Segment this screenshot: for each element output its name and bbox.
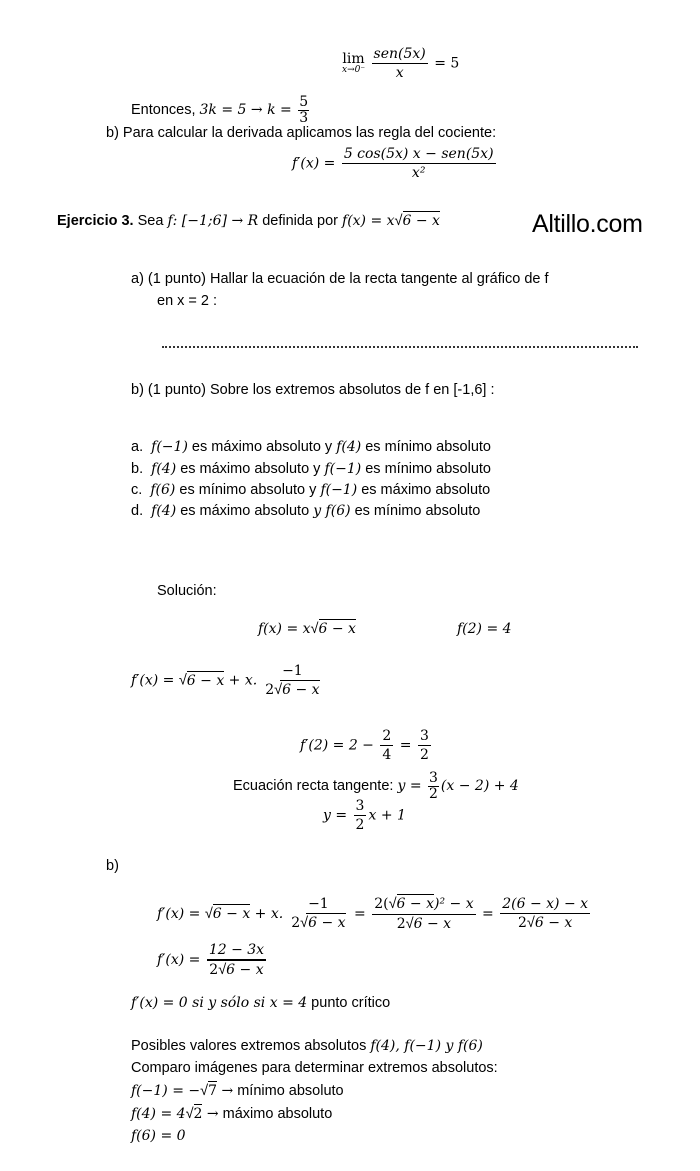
part-a-line2: en x = 2 : [157,293,218,309]
derivative-quotient: f′(x) = $\frac{\text{5 cos(5x) x − sen(5x)}}{\text{x²}}$ [292,146,494,182]
result-f4: f(4) = 4√2 → máximo absoluto [131,1106,333,1122]
option-a: a. f(−1) es máximo absoluto y f(4) es mínimo absoluto [131,439,491,455]
part-b-label: b) [106,858,119,874]
tangent-line-simplified: y = $\frac{3}{2}$ x + 1 [323,798,406,834]
option-d: d. f(4) es máximo absoluto y f(6) es mínimo absoluto [131,503,481,519]
k-fraction: $\frac{5}{3}$ [299,94,309,126]
fx-definition: f(x) = x√6 − x [258,621,356,637]
critical-point-line: f′(x) = 0 si y sólo si x = 4 punto crítico [131,995,391,1011]
fprime-full-derivation: f′(x) = √6 − x + x. $\frac{-1}{2√6 - x}$ = $\frac{\text{2(√6 − x)² − x}}{2√6 - x}$ = $\frac{2(6 - x) - x}{2√6 - x}$ [157,896,589,932]
lim-operator: lim x→0⁻ [342,51,366,76]
option-c: c. f(6) es mínimo absoluto y f(−1) es máximo absoluto [131,482,491,498]
option-b: b. f(4) es máximo absoluto y f(−1) es mínimo absoluto [131,461,491,477]
possible-extremes-line: Posibles valores extremos absolutos f(4), f(−1) y f(6) [131,1038,483,1054]
solution-label: Solución: [157,583,217,599]
compare-images-line: Comparo imágenes para determinar extremos absolutos: [131,1060,498,1076]
site-logo: Altillo.com [532,210,643,238]
quotient-rule-text: b) Para calcular la derivada aplicamos las regla del cociente: [106,125,497,141]
part-a-line1: a) (1 punto) Hallar la ecuación de la recta tangente al gráfico de f [131,271,549,287]
limit-expression: lim x→0⁻ $\frac{\text{sen(5x)}}{x}$ = 5 [342,46,460,82]
f2-value: f(2) = 4 [457,621,512,637]
result-f6: f(6) = 0 [131,1128,186,1144]
exercise-3-statement: Ejercicio 3. Sea f: [−1;6] → R definida por f(x) = x√6 − x [57,213,440,229]
lim-fraction: $\frac{\text{sen(5x)}}{x}$ [373,46,426,82]
result-f-minus1: f(−1) = −√7 → mínimo absoluto [131,1083,344,1099]
answer-dotted-line [162,342,638,348]
entonces-line: Entonces, 3k = 5 → k = $\frac{5}{3}$ [131,94,309,126]
fprime2-value: f′(2) = 2 − $\frac{2}{4}$ = $\frac{3}{2}$ [300,728,429,764]
part-b-line: b) (1 punto) Sobre los extremos absolutos de f en [-1,6] : [131,382,495,398]
exercise-label: Ejercicio 3. [57,213,134,229]
fprime-simplified: f′(x) = $\frac{12 - 3x}{2√6 - x}$ [157,942,265,979]
tangent-equation: Ecuación recta tangente: y = $\frac{3}{2}$ (x − 2) + 4 [233,770,519,802]
fprime-expression: f′(x) = √6 − x + x. $\frac{-1}{2√6 - x}$ [131,663,320,699]
